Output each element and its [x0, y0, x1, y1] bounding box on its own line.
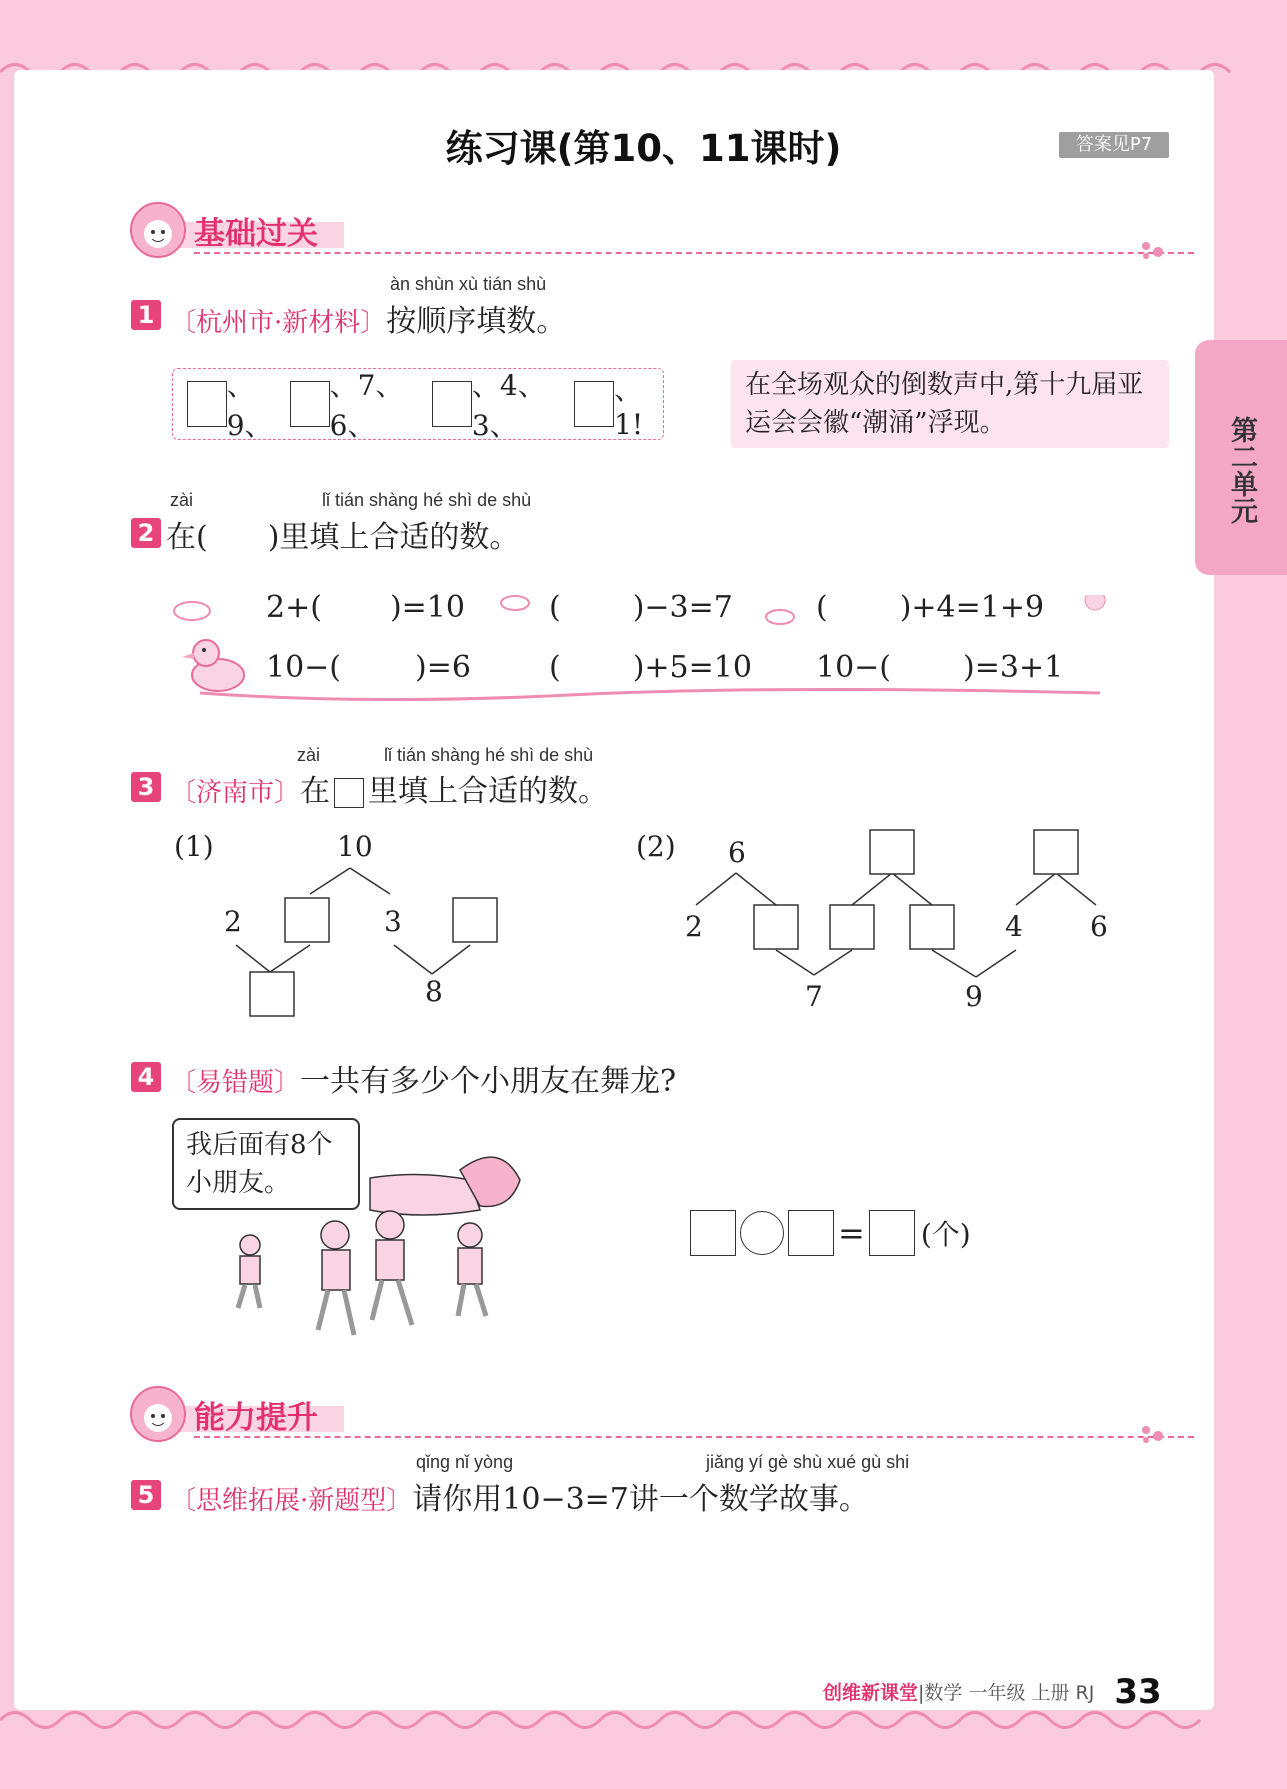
answer-box[interactable]: [1034, 830, 1078, 874]
q2-pinyin: lǐ tián shàng hé shì de shù: [322, 490, 532, 510]
unit-label: (个): [920, 1218, 971, 1251]
answer-box[interactable]: [870, 830, 914, 874]
q1-pinyin: àn shùn xù tián shù: [390, 274, 547, 294]
box-symbol: [334, 778, 364, 808]
q5-pinyin-2: jiǎng yí gè shù xué gù shi: [706, 1452, 910, 1472]
q3-number: 3: [131, 772, 161, 802]
q3-pinyin-zai: zài: [297, 745, 321, 765]
page-footer: [823, 1672, 1162, 1712]
q4-text: 一共有多少个小朋友在舞龙?: [300, 1064, 677, 1099]
cloud-icon: [501, 596, 529, 610]
footer-info: |数学 一年级 上册 RJ: [918, 1682, 1095, 1704]
section-header-basic: [130, 202, 1170, 258]
unit-side-tab-label: 第二单元: [1226, 416, 1257, 524]
q2-equation: 2+( )=10: [266, 590, 465, 625]
operator-circle[interactable]: [740, 1211, 784, 1255]
answer-box[interactable]: [290, 381, 330, 427]
answer-box[interactable]: [250, 972, 294, 1016]
q4-number: 4: [131, 1062, 161, 1092]
q5-text: 请你用10−3=7讲一个数学故事。: [412, 1482, 869, 1517]
dots-decoration-icon: [1140, 240, 1170, 260]
q4-tag: 〔易错题〕: [170, 1068, 301, 1098]
answer-box[interactable]: [432, 381, 472, 427]
footer-brand: 创维新课堂: [823, 1682, 919, 1704]
q5-tag: 〔思维拓展·新题型〕: [170, 1486, 413, 1516]
q1-text: 按顺序填数。: [386, 304, 567, 339]
section-header-advanced: [130, 1386, 1170, 1442]
q2-number: 2: [131, 518, 161, 548]
q4-answer-equation: [690, 1209, 971, 1257]
q1-tag: 〔杭州市·新材料〕: [170, 308, 387, 338]
sequence-text: 、1!: [614, 372, 644, 441]
answer-box[interactable]: [187, 381, 227, 427]
answer-box[interactable]: [574, 381, 614, 427]
q2-text: 在( )里填上合适的数。: [166, 520, 520, 555]
q5-prompt: [170, 1474, 869, 1518]
sequence-text: 、9、: [226, 369, 273, 442]
duck-icon: [182, 640, 244, 691]
cloud-icon: [174, 602, 210, 620]
answer-box[interactable]: [869, 1210, 915, 1256]
speech-bubble: 我后面有8个 小朋友。: [172, 1118, 360, 1210]
sequence-text: 、4、3、: [471, 369, 546, 442]
q5-number: 5: [131, 1480, 161, 1510]
answer-box[interactable]: [690, 1210, 736, 1256]
dots-decoration-icon: [1140, 1424, 1170, 1444]
q5-pinyin-1: qǐng nǐ yòng: [416, 1452, 514, 1472]
q1-prompt: [170, 296, 566, 340]
answer-box[interactable]: [788, 1210, 834, 1256]
sequence-text: 、7、6、: [329, 369, 404, 442]
q2-equation: ( )+4=1+9: [816, 590, 1045, 625]
answer-reference-badge: 答案见P7: [1059, 132, 1169, 158]
answer-box[interactable]: [453, 898, 497, 942]
q2-equation: ( )−3=7: [549, 590, 733, 625]
section-title-basic: 基础过关: [194, 216, 318, 252]
page-title: 练习课(第10、11课时): [445, 127, 842, 170]
answer-box[interactable]: [285, 898, 329, 942]
answer-box[interactable]: [754, 905, 798, 949]
q2-pinyin-zai: zài: [170, 490, 194, 510]
girl-avatar-icon: [130, 202, 186, 258]
answer-box[interactable]: [910, 905, 954, 949]
q1-note: 在全场观众的倒数声中,第十九届亚运会会徽“潮涌”浮现。: [731, 360, 1169, 448]
unit-side-tab: [1195, 340, 1287, 575]
section-title-advanced: 能力提升: [194, 1400, 318, 1436]
equals-sign: =: [838, 1214, 865, 1252]
answer-box[interactable]: [830, 905, 874, 949]
q2-equation: 10−( )=3+1: [816, 650, 1064, 685]
q1-sequence: [172, 368, 664, 440]
q4-prompt: [170, 1056, 676, 1100]
q3-pinyin: lǐ tián shàng hé shì de shù: [384, 745, 594, 765]
cloud-icon: [766, 610, 794, 624]
page-number: 33: [1114, 1672, 1162, 1712]
q3-prompt: 〔济南市〕在 里填上合适的数。: [170, 774, 609, 809]
q2-equation: ( )+5=10: [549, 650, 752, 685]
q2-equation: 10−( )=6: [266, 650, 471, 685]
q3-tag: 〔济南市〕: [170, 778, 301, 808]
q1-number: 1: [131, 300, 161, 330]
girl-avatar-icon: [130, 1386, 186, 1442]
sun-icon: [1085, 595, 1105, 610]
